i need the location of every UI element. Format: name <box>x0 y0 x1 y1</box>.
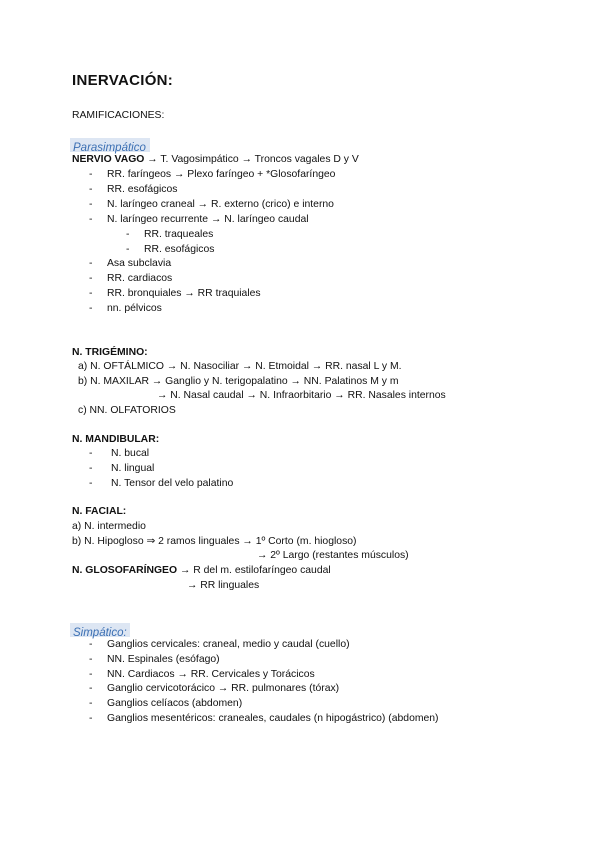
facial-heading: N. FACIAL: <box>72 506 127 517</box>
sub-list-item: - RR. esofágicos <box>126 244 215 255</box>
facial-b: b) N. Hipogloso ⇒ 2 ramos linguales → 1º Corto (m. hiogloso) <box>72 536 357 547</box>
vago-label: NERVIO VAGO <box>72 154 145 165</box>
glosofaringeo-text: → R del m. estilofaríngeo caudal <box>177 565 331 576</box>
facial-b2: → 2º Largo (restantes músculos) <box>257 550 409 561</box>
list-item: - RR. faríngeos → Plexo faríngeo + *Glosofaríngeo <box>89 169 336 180</box>
list-item: - NN. Cardiacos → RR. Cervicales y Torácicos <box>89 669 315 680</box>
list-item: - N. laríngeo craneal → R. externo (crico) e interno <box>89 199 334 210</box>
list-item: - nn. pélvicos <box>89 303 162 314</box>
list-item: - N. Tensor del velo palatino <box>89 478 234 489</box>
vago-line <box>72 153 359 166</box>
trigemino-heading: N. TRIGÉMINO: <box>72 347 148 358</box>
list-item: - Ganglios celíacos (abdomen) <box>89 698 243 709</box>
section-heading-simpatico: Simpático: <box>70 623 130 637</box>
list-item: - RR. bronquiales → RR traquiales <box>89 288 261 299</box>
list-item: - Ganglio cervicotorácico → RR. pulmonares (tórax) <box>89 683 340 694</box>
list-item: - N. laríngeo recurrente → N. laríngeo caudal <box>89 214 309 225</box>
glosofaringeo-line <box>72 564 331 577</box>
section-heading-parasimpatico: Parasimpático <box>70 138 150 152</box>
list-item: - RR. esofágicos <box>89 184 178 195</box>
trigemino-a: a) N. OFTÁLMICO → N. Nasociliar → N. Etmoidal → RR. nasal L y M. <box>78 361 402 372</box>
facial-a: a) N. intermedio <box>72 521 146 532</box>
subtitle: RAMIFICACIONES: <box>72 110 165 121</box>
trigemino-c: c) NN. OLFATORIOS <box>78 405 176 416</box>
mandibular-heading: N. MANDIBULAR: <box>72 434 160 445</box>
trigemino-b: b) N. MAXILAR → Ganglio y N. terigopalatino → NN. Palatinos M y m <box>78 376 399 387</box>
list-item: - RR. cardiacos <box>89 273 173 284</box>
glosofaringeo-label: N. GLOSOFARÍNGEO <box>72 565 178 576</box>
trigemino-b2: → N. Nasal caudal → N. Infraorbitario → RR. Nasales internos <box>157 390 446 401</box>
sub-list-item: - RR. traqueales <box>126 229 214 240</box>
page-title: INERVACIÓN: <box>72 72 174 89</box>
list-item: - N. bucal <box>89 448 150 459</box>
list-item: - Ganglios mesentéricos: craneales, caudales (n hipogástrico) (abdomen) <box>89 713 439 724</box>
vago-text: → T. Vagosimpático → Troncos vagales D y V <box>144 154 359 165</box>
glosofaringeo-line-2: → RR linguales <box>187 580 260 591</box>
list-item: - N. lingual <box>89 463 155 474</box>
list-item: - Ganglios cervicales: craneal, medio y caudal (cuello) <box>89 639 350 650</box>
list-item: - NN. Espinales (esófago) <box>89 654 220 665</box>
list-item: - Asa subclavia <box>89 258 172 269</box>
